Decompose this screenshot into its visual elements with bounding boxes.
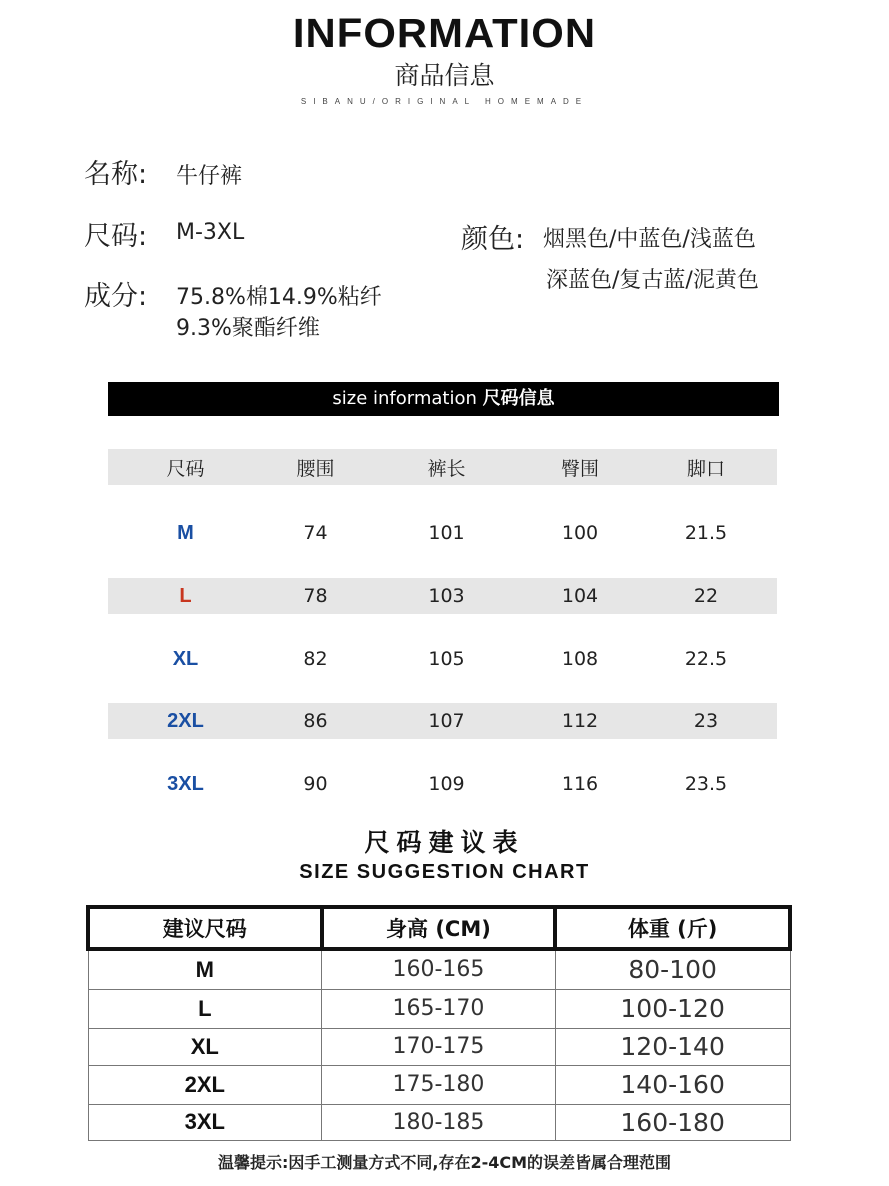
table-row — [88, 1065, 790, 1104]
size-label: 尺码: — [84, 221, 148, 252]
table-row — [108, 703, 777, 739]
row-weight: 120-140 — [555, 1028, 790, 1065]
row-waist: 74 — [303, 522, 328, 544]
row-hem: 23 — [693, 710, 719, 732]
table-row — [88, 1104, 790, 1140]
color-label: 颜色: — [461, 224, 525, 255]
row-size: XL — [88, 1028, 322, 1065]
row-length: 101 — [428, 522, 465, 544]
row-weight: 80-100 — [555, 949, 790, 989]
name-label: 名称: — [84, 159, 148, 190]
page-subtitle: 商品信息 — [394, 61, 495, 90]
row-height: 175-180 — [322, 1065, 556, 1104]
table-row — [88, 1028, 790, 1065]
row-hem: 21.5 — [684, 522, 728, 544]
size-value: M-3XL — [176, 220, 245, 245]
table-row — [108, 578, 777, 614]
row-height: 160-165 — [322, 949, 556, 989]
material-line-1: 75.8%棉14.9%粘纤 — [176, 285, 382, 310]
size-info-bar-bold: 尺码信息 — [482, 388, 555, 409]
row-waist: 90 — [303, 773, 328, 795]
row-size: 3XL — [167, 772, 204, 795]
row-hip: 104 — [561, 585, 599, 607]
suggestion-title: 尺码建议表 — [364, 828, 525, 857]
header-suggested-size: 建议尺码 — [88, 907, 322, 949]
row-waist: 78 — [303, 585, 328, 607]
row-weight: 160-180 — [555, 1104, 790, 1140]
row-hip: 116 — [561, 773, 599, 795]
row-size: M — [177, 521, 194, 544]
row-length: 107 — [428, 710, 465, 732]
material-line-2: 9.3%聚酯纤维 — [176, 316, 320, 341]
row-waist: 82 — [303, 648, 328, 670]
name-value: 牛仔裤 — [176, 164, 243, 189]
header-size: 尺码 — [166, 457, 205, 480]
row-hip: 100 — [561, 522, 599, 544]
row-hip: 108 — [561, 648, 599, 670]
header-height: 身高 (CM) — [322, 907, 556, 949]
color-line-1: 烟黑色/中蓝色/浅蓝色 — [543, 227, 756, 252]
row-size: L — [179, 584, 192, 607]
page-title: INFORMATION — [292, 10, 597, 56]
suggestion-table-header — [88, 907, 790, 949]
header-length: 裤长 — [427, 457, 466, 480]
row-hem: 22.5 — [684, 648, 728, 670]
brand-tagline: SIBANU/ORIGINAL HOMEMADE — [300, 97, 589, 106]
row-length: 103 — [428, 585, 465, 607]
suggestion-subtitle: SIZE SUGGESTION CHART — [299, 861, 590, 883]
row-size: M — [88, 949, 322, 989]
row-weight: 140-160 — [555, 1065, 790, 1104]
row-size: 2XL — [88, 1065, 322, 1104]
header-waist: 腰围 — [296, 457, 335, 480]
row-size: L — [88, 989, 322, 1028]
suggestion-table — [86, 905, 792, 1141]
header-weight: 体重 (斤) — [555, 907, 790, 949]
row-hip: 112 — [561, 710, 599, 732]
header-hem: 脚口 — [686, 457, 725, 480]
size-table-header — [108, 449, 777, 485]
row-weight: 100-120 — [555, 989, 790, 1028]
row-height: 165-170 — [322, 989, 556, 1028]
row-hem: 22 — [693, 585, 719, 607]
table-row — [108, 766, 777, 802]
table-row — [88, 949, 790, 989]
material-label: 成分: — [84, 281, 148, 312]
row-size: 3XL — [88, 1104, 322, 1140]
measurement-note: 温馨提示:因手工测量方式不同,存在2-4CM的误差皆属合理范围 — [217, 1153, 672, 1172]
row-hem: 23.5 — [684, 773, 728, 795]
table-row — [88, 989, 790, 1028]
row-size: 2XL — [167, 709, 204, 732]
row-waist: 86 — [303, 710, 328, 732]
size-info-bar — [108, 382, 779, 416]
row-length: 105 — [428, 648, 465, 670]
row-size: XL — [172, 647, 199, 670]
row-height: 180-185 — [322, 1104, 556, 1140]
row-length: 109 — [428, 773, 465, 795]
table-row — [108, 641, 777, 677]
color-line-2: 深蓝色/复古蓝/泥黄色 — [546, 268, 759, 293]
row-height: 170-175 — [322, 1028, 556, 1065]
size-info-bar-text: size information — [332, 388, 477, 409]
table-row — [108, 515, 777, 551]
header-hip: 臀围 — [560, 457, 599, 480]
